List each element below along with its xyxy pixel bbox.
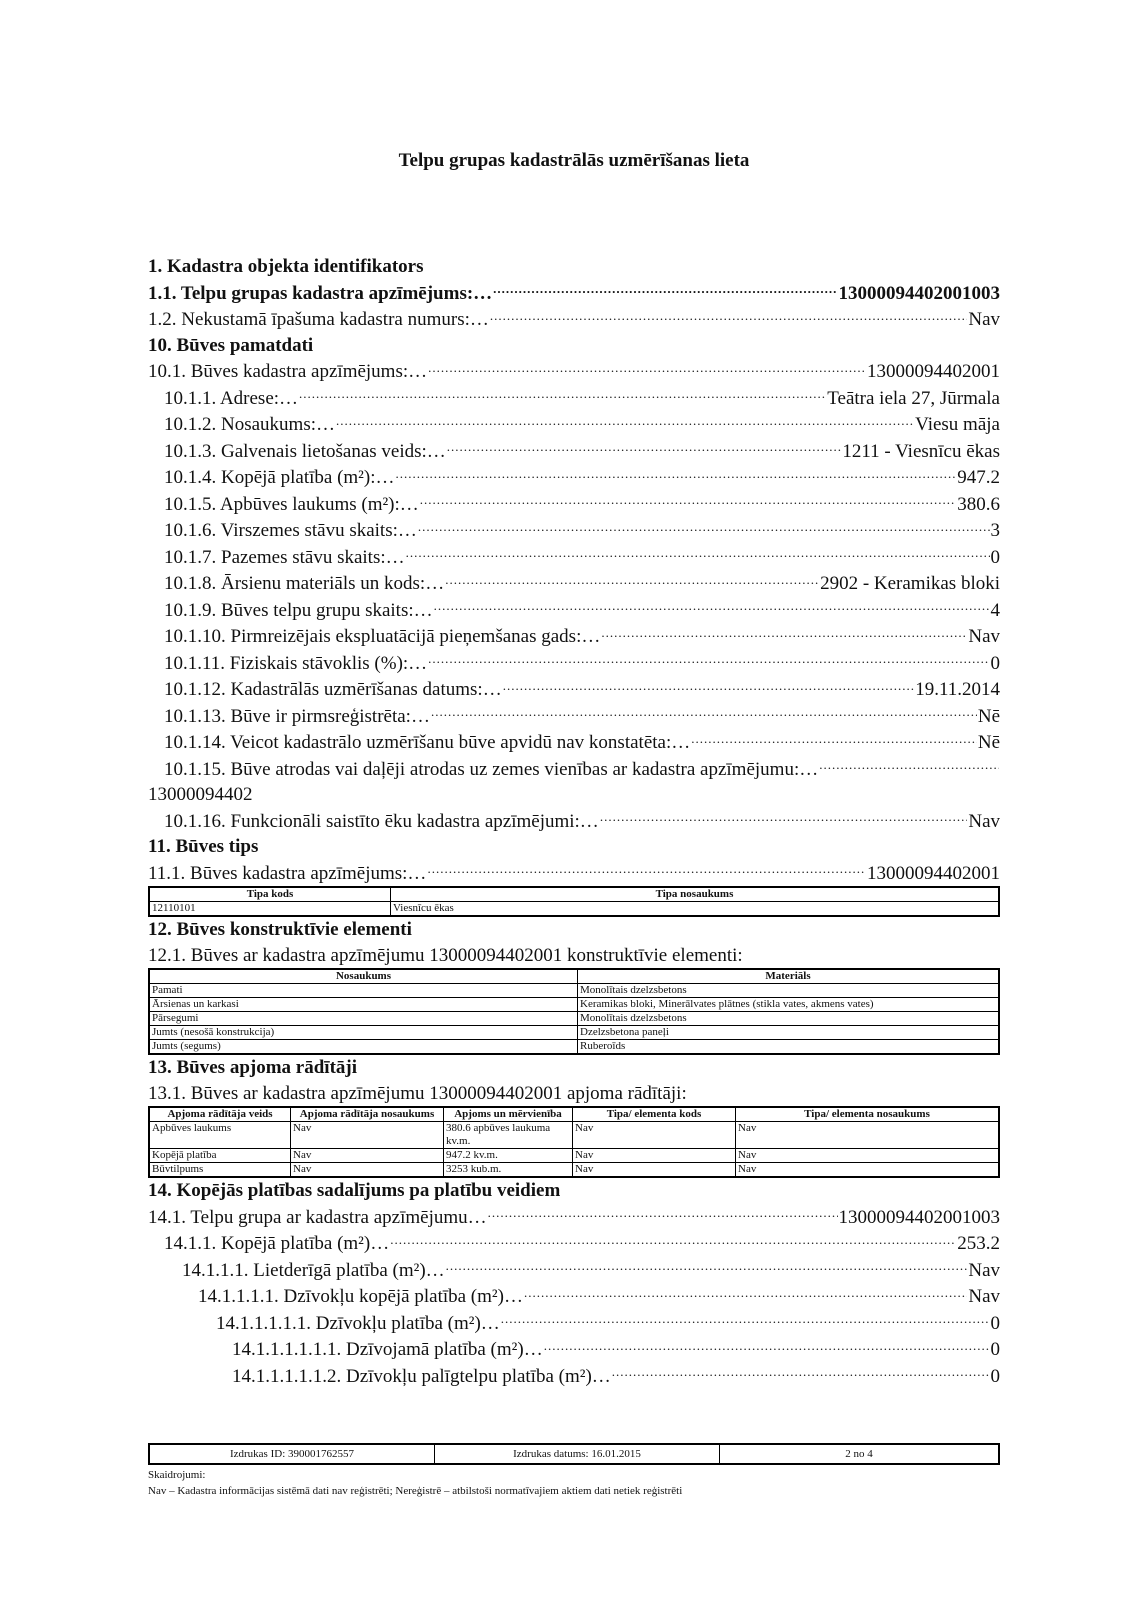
- field-row: 10.1.3. Galvenais lietošanas veids:… ..... 1211 - Viesnīcu ēkas: [148, 438, 1000, 465]
- field-value: 380.6: [957, 493, 1000, 515]
- field-row: 10.1.4. Kopējā platība (m²):… ..... 947.2: [148, 464, 1000, 491]
- section-14-heading: 14. Kopējās platības sadalījums pa platību veidiem: [148, 1180, 561, 1201]
- section-11-heading: 11. Būves tips: [148, 836, 259, 857]
- field-value: Nav: [968, 1259, 1000, 1281]
- column-header: Tipa kods: [149, 887, 391, 902]
- field-value: 3: [990, 520, 1000, 541]
- section-1-heading: 1. Kadastra objekta identifikators: [148, 256, 424, 277]
- buves-tips-table: [148, 886, 1000, 917]
- field-row: 14.1. Telpu grupa ar kadastra apzīmējumu… ..... 13000094402001003: [148, 1204, 1000, 1231]
- field-row: 10.1.10. Pirmreizējais ekspluatācijā pieņemšanas gads:… ..... Nav: [148, 623, 1000, 650]
- section-13-subheading: 13.1. Būves ar kadastra apzīmējumu 13000094402001 apjoma rādītāji:: [148, 1082, 687, 1104]
- field-row: 14.1.1.1. Lietderīgā platība (m²)… ..... Nav: [148, 1257, 1000, 1284]
- table-row: Apbūves laukums Nav 380.6 apbūves laukuma kv.m. Nav Nav: [149, 1122, 999, 1149]
- table-row: Pārsegumi Monolītais dzelzsbetons: [149, 1012, 999, 1026]
- field-value: 1211 - Viesnīcu ēkas: [842, 440, 1000, 462]
- field-row: 10.1.6. Virszemes stāvu skaits:… ..... 3: [148, 517, 1000, 544]
- notes-title: Skaidrojumi:: [148, 1469, 206, 1481]
- zemes-vieniba-value: 13000094402: [148, 784, 253, 805]
- print-info-table: [148, 1443, 1000, 1465]
- field-row: 10.1.7. Pazemes stāvu skaits:… ..... 0: [148, 544, 1000, 571]
- field-row: 10.1.1. Adrese:… ..... Teātra iela 27, Jūrmala: [148, 385, 1000, 412]
- field-row: 10.1.11. Fiziskais stāvoklis (%):… ..... 0: [148, 650, 1000, 677]
- field-value: 0: [990, 652, 1000, 674]
- field-value: 13000094402001003: [838, 1206, 1000, 1228]
- field-value: 13000094402001003: [838, 282, 1000, 304]
- field-value: 0: [990, 1312, 1000, 1334]
- section-10-heading: 10. Būves pamatdati: [148, 334, 314, 356]
- konstruktivie-elementi-table: [148, 968, 1000, 1055]
- field-row-zemes-vieniba: 10.1.15. Būve atrodas vai daļēji atrodas uz zemes vienības ar kadastra apzīmējumu:… .....: [148, 756, 1000, 783]
- field-row: 10.1.13. Būve ir pirmsreģistrēta:… ..... Nē: [148, 703, 1000, 730]
- field-row: 14.1.1.1.1.1.1. Dzīvojamā platība (m²)… ..... 0: [148, 1336, 1000, 1363]
- column-header: Nosaukums: [149, 969, 578, 984]
- column-header: Apjoma rādītāja nosaukums: [291, 1107, 444, 1122]
- field-row: 10.1.9. Būves telpu grupu skaits:… ..... 4: [148, 597, 1000, 624]
- field-row: 10.1.12. Kadastrālās uzmērīšanas datums:… ..... 19.11.2014: [148, 676, 1000, 703]
- field-value: Nav: [968, 626, 1000, 647]
- print-id: Izdrukas ID: 390001762557: [149, 1444, 435, 1464]
- field-value: Teātra iela 27, Jūrmala: [827, 387, 1000, 409]
- field-value: Nav: [968, 810, 1000, 832]
- field-value: 0: [990, 1365, 1000, 1387]
- apjoma-raditaji-table: [148, 1106, 1000, 1178]
- column-header: Tipa nosaukums: [391, 887, 1000, 902]
- field-value: Viesu māja: [915, 414, 1000, 435]
- table-row: Būvtilpums Nav 3253 kub.m. Nav Nav: [149, 1163, 999, 1178]
- field-row: 14.1.1.1.1.1. Dzīvokļu platība (m²)… ..... 0: [148, 1310, 1000, 1337]
- print-date: Izdrukas datums: 16.01.2015: [435, 1444, 720, 1464]
- field-value: 13000094402001: [867, 361, 1000, 382]
- nekustama-ipasuma-numurs-row: 1.2. Nekustamā īpašuma kadastra numurs:… ..... Nav: [148, 306, 1000, 333]
- field-row: 10.1.8. Ārsienu materiāls un kods:… ..... 2902 - Keramikas bloki: [148, 570, 1000, 597]
- field-value: Nav: [968, 309, 1000, 330]
- document-content: [148, 254, 1000, 1389]
- table-row: Pamati Monolītais dzelzsbetons: [149, 984, 999, 998]
- table-row: Jumts (segums) Ruberoīds: [149, 1040, 999, 1055]
- section-13-heading: 13. Būves apjoma rādītāji: [148, 1057, 357, 1078]
- field-value: 0: [990, 1339, 1000, 1360]
- field-value: Nē: [977, 705, 1000, 727]
- notes-text: Nav – Kadastra informācijas sistēmā dati nav reģistrēti; Nereģistrē – atbilstoši normatīvajiem aktiem dati netiek reģistrēti: [148, 1485, 683, 1497]
- document-title: Telpu grupas kadastrālās uzmērīšanas lieta: [398, 150, 750, 171]
- field-value: 19.11.2014: [915, 679, 1000, 700]
- field-value: Nav: [968, 1286, 1000, 1307]
- table-row: Ārsienas un karkasi Keramikas bloki, Minerālvates plātnes (stikla vates, akmens vates): [149, 998, 999, 1012]
- section-12-heading: 12. Būves konstruktīvie elementi: [148, 919, 412, 940]
- column-header: Materiāls: [578, 969, 1000, 984]
- telpu-grupas-apzimejums-row: 1.1. Telpu grupas kadastra apzīmējums:… ..... 13000094402001003: [148, 280, 1000, 307]
- field-row: 14.1.1. Kopējā platība (m²)… ..... 253.2: [148, 1230, 1000, 1257]
- page-footer: [148, 1443, 1000, 1499]
- field-row: 10.1.14. Veicot kadastrālo uzmērīšanu būve apvidū nav konstatēta:… ..... Nē: [148, 729, 1000, 756]
- field-row: 10.1.2. Nosaukums:… ..... Viesu māja: [148, 411, 1000, 438]
- field-value: 947.2: [957, 467, 1000, 488]
- field-value: 2902 - Keramikas bloki: [820, 573, 1000, 594]
- table-row: Kopējā platība Nav 947.2 kv.m. Nav Nav: [149, 1149, 999, 1163]
- page-number: 2 no 4: [720, 1444, 1000, 1464]
- field-value: 4: [990, 599, 1000, 621]
- column-header: Apjoma rādītāja veids: [149, 1107, 291, 1122]
- field-row: 10.1.16. Funkcionāli saistīto ēku kadastra apzīmējumi:… ..... Nav: [148, 808, 1000, 835]
- column-header: Apjoms un mērvienība: [444, 1107, 573, 1122]
- field-value: Nē: [977, 732, 1000, 753]
- table-row: 12110101 Viesnīcu ēkas: [149, 902, 999, 917]
- buves-apzimejums-row: 10.1. Būves kadastra apzīmējums:… ..... 13000094402001: [148, 358, 1000, 385]
- field-row: 10.1.5. Apbūves laukums (m²):… ..... 380.6: [148, 491, 1000, 518]
- field-value: 0: [990, 546, 1000, 568]
- table-row: Jumts (nesošā konstrukcija) Dzelzsbetona paneļi: [149, 1026, 999, 1040]
- field-row: 14.1.1.1.1.1.2. Dzīvokļu palīgtelpu platība (m²)… ..... 0: [148, 1363, 1000, 1390]
- section-12-subheading: 12.1. Būves ar kadastra apzīmējumu 13000094402001 konstruktīvie elementi:: [148, 944, 743, 966]
- column-header: Tipa/ elementa nosaukums: [736, 1107, 1000, 1122]
- field-row: 11.1. Būves kadastra apzīmējums:… ..... 13000094402001: [148, 860, 1000, 887]
- column-header: Tipa/ elementa kods: [573, 1107, 736, 1122]
- field-value: 253.2: [957, 1233, 1000, 1254]
- field-value: 13000094402001: [867, 862, 1000, 884]
- field-row: 14.1.1.1.1. Dzīvokļu kopējā platība (m²)… ..... Nav: [148, 1283, 1000, 1310]
